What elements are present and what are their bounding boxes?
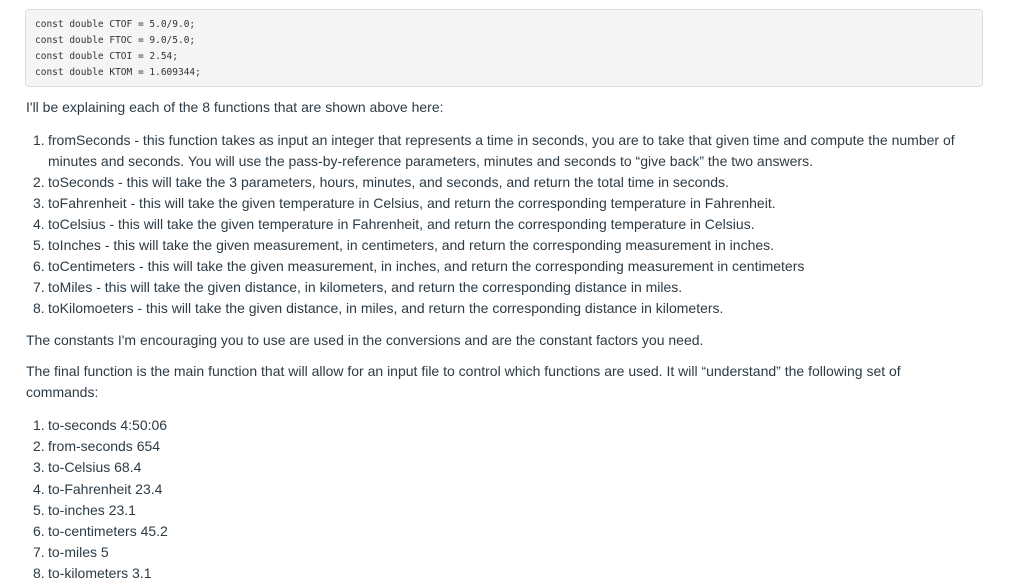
final-function-paragraph: The final function is the main function that will allow for an input file to control which functions are used. It will “understand” the following set of commands: [26,363,901,400]
list-item-text: toInches - this will take the given measurement, in centimeters, and return the corresponding measurement in inches. [48,237,775,253]
list-number: 6. [33,258,45,274]
code-line: const double CTOF = 5.0/9.0; [35,19,196,30]
list-item-text: toKilomoeters - this will take the given distance, in miles, and return the corresponding distance in kilometers. [48,300,724,316]
list-item-text: toFahrenheit - this will take the given temperature in Celsius, and return the corresponding temperature in Fahrenheit. [48,195,776,211]
functions-list [33,130,973,319]
list-number: 4. [33,216,45,232]
list-number: 5. [33,237,45,253]
list-item [33,193,973,214]
list-number: 2. [33,438,45,455]
list-item [33,500,168,521]
list-number: 3. [33,459,45,476]
command-text: to-inches 23.1 [48,501,136,518]
command-text: to-kilometers 3.1 [48,565,152,582]
list-item-text: fromSeconds - this function takes as input an integer that represents a time in seconds, you are to take that given time and compute the number of minutes and seconds. You will use the pass-by-reference parameters, minutes and seconds to “give back” the two answers. [48,132,955,169]
list-item-text: toCelsius - this will take the given temperature in Fahrenheit, and return the corresponding temperature in Celsius. [48,216,755,232]
list-item [33,457,168,478]
constants-paragraph: The constants I'm encouraging you to use are used in the conversions and are the constant factors you need. [26,332,704,348]
list-item [33,521,168,542]
list-item [33,542,168,563]
list-number: 7. [33,279,45,295]
command-text: from-seconds 654 [48,438,161,455]
list-item [33,256,973,277]
list-number: 8. [33,565,45,582]
list-item-text: toCentimeters - this will take the given measurement, in inches, and return the corresponding measurement in centimeters [48,258,805,274]
list-item [33,130,973,172]
list-item [33,235,973,256]
list-number: 4. [33,480,45,497]
list-number: 1. [33,132,45,148]
command-text: to-miles 5 [48,544,109,561]
list-item-text: toMiles - this will take the given distance, in kilometers, and return the corresponding distance in miles. [48,279,683,295]
command-text: to-seconds 4:50:06 [48,417,168,433]
list-number: 6. [33,523,45,540]
list-item [33,277,973,298]
list-number: 3. [33,195,45,211]
list-item [33,172,973,193]
list-number: 2. [33,174,45,190]
list-number: 7. [33,544,45,561]
list-item [33,479,168,500]
list-item [33,415,168,436]
code-line: const double CTOI = 2.54; [35,51,178,62]
list-number: 8. [33,300,45,316]
code-line: const double KTOM = 1.609344; [35,67,201,78]
list-number: 5. [33,501,45,518]
command-text: to-Celsius 68.4 [48,459,142,476]
code-block [25,9,983,87]
commands-list [33,415,168,585]
list-item [33,214,973,235]
list-number: 1. [33,417,45,433]
list-item [33,298,973,319]
list-item [33,563,168,584]
command-text: to-centimeters 45.2 [48,523,168,540]
intro-paragraph: I'll be explaining each of the 8 functions that are shown above here: [26,99,444,115]
list-item-text: toSeconds - this will take the 3 parameters, hours, minutes, and seconds, and return the total time in seconds. [48,174,729,190]
code-line: const double FTOC = 9.0/5.0; [35,35,196,46]
list-item [33,436,168,457]
command-text: to-Fahrenheit 23.4 [48,480,163,497]
